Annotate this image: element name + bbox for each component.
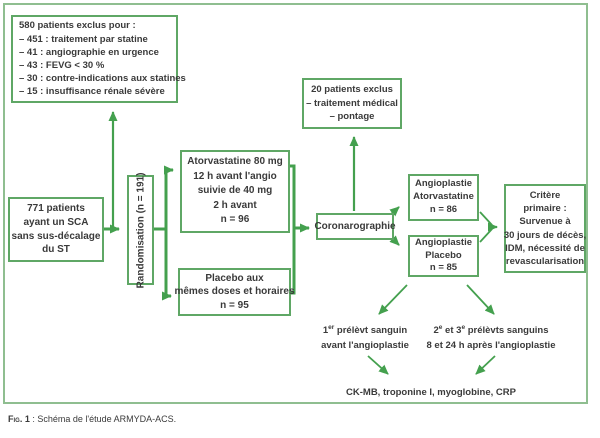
atorvastatine-line: 12 h avant l'angio	[193, 170, 277, 182]
later-blood-samples-line2: 8 et 24 h après l'angioplastie	[426, 339, 556, 351]
randomisation-label: Randomisation (n = 191)	[135, 172, 147, 288]
angioplastie-atorvastatine-line: Angioplastie	[414, 178, 472, 190]
coronarographie-box	[316, 213, 394, 240]
placebo-box	[174, 268, 295, 316]
placebo-line: n = 95	[220, 299, 249, 311]
primary-endpoint-box	[504, 184, 586, 273]
patients-771-line: 771 patients	[27, 202, 85, 214]
placebo-line: Placebo aux	[205, 272, 264, 284]
angioplastie-placebo-line: Angioplastie	[414, 237, 472, 249]
primary-endpoint-line: revascularisation	[505, 255, 585, 267]
later-blood-samples-sup1: e	[438, 323, 443, 331]
excluded-20-line: – pontage	[329, 111, 375, 123]
first-blood-sample-line1	[306, 324, 424, 339]
figure-caption	[8, 414, 176, 424]
excluded-580-item: – 41 : angiographie en urgence	[19, 46, 159, 58]
atorvastatine-line: n = 96	[220, 214, 250, 226]
first-blood-sample-line2: avant l'angioplastie	[321, 339, 409, 351]
primary-endpoint-line: Survenue à	[519, 216, 571, 228]
primary-endpoint-line: Critère	[529, 189, 561, 201]
figure-caption-label: Fig. 1	[8, 414, 30, 424]
coronarographie-label: Coronarographie	[314, 221, 396, 232]
patients-771-line: sans sus-décalage	[11, 230, 101, 242]
first-blood-sample-num: 1	[322, 325, 329, 336]
atorvastatine-line: 2 h avant	[213, 199, 257, 211]
randomisation-box	[127, 172, 154, 288]
excluded-580-box	[11, 15, 186, 103]
excluded-20-box	[302, 78, 402, 129]
patients-771-line: ayant un SCA	[23, 216, 89, 228]
later-blood-samples-label	[414, 324, 568, 353]
excluded-580-item: – 43 : FEVG < 30 %	[19, 60, 105, 71]
first-blood-sample-sup: er	[328, 323, 335, 331]
angioplastie-atorvastatine-line: n = 86	[429, 203, 458, 215]
first-blood-sample-text: prélèvt sanguin	[334, 325, 408, 336]
patients-771-box	[8, 197, 104, 262]
patients-771-line: du ST	[42, 244, 70, 256]
angioplastie-atorvastatine-line: Atorvastatine	[413, 191, 474, 203]
later-blood-samples-num1: 2	[433, 325, 439, 336]
primary-endpoint-line: IDM, nécessité de	[505, 242, 585, 254]
biomarkers-label: CK-MB, troponine I, myoglobine, CRP	[346, 387, 516, 398]
angioplastie-placebo-line: n = 85	[429, 262, 458, 274]
placebo-line: mêmes doses et horaires	[174, 286, 295, 298]
excluded-580-title: 580 patients exclus pour :	[19, 20, 136, 32]
excluded-20-line: – traitement médical	[306, 97, 398, 109]
excluded-20-line: 20 patients exclus	[311, 84, 393, 96]
primary-endpoint-line: 30 jours de décès,	[503, 229, 587, 241]
later-blood-samples-sup2: e	[461, 323, 466, 331]
atorvastatine-line: Atorvastatine 80 mg	[187, 156, 283, 168]
excluded-580-item: – 30 : contre-indications aux statines	[19, 73, 186, 85]
angioplastie-placebo-line: Placebo	[425, 249, 462, 261]
angioplastie-placebo-box	[408, 235, 479, 277]
later-blood-samples-line1	[414, 324, 568, 339]
first-blood-sample-label	[306, 324, 424, 353]
later-blood-samples-num2: et 3	[442, 325, 462, 336]
excluded-580-item: – 15 : insuffisance rénale sévère	[19, 86, 165, 98]
primary-endpoint-line: primaire :	[523, 203, 567, 215]
excluded-580-item: – 451 : traitement par statine	[19, 33, 148, 45]
figure-caption-text: : Schéma de l'étude ARMYDA-ACS.	[29, 414, 177, 424]
atorvastatine-line: suivie de 40 mg	[197, 185, 273, 197]
later-blood-samples-text: prélèvts sanguins	[465, 325, 549, 336]
atorvastatine-box	[180, 150, 290, 233]
angioplastie-atorvastatine-box	[408, 174, 479, 221]
